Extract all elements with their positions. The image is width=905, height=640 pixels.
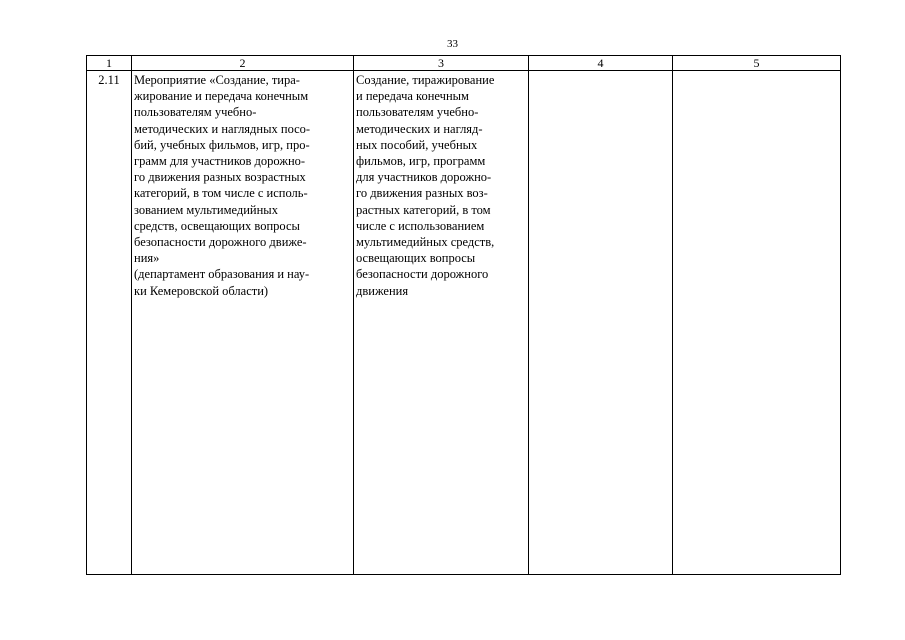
activity-line: методических и наглядных посо- — [134, 121, 311, 136]
empty-cell-column-5 — [673, 71, 841, 575]
content-line: Создание, тиражирование — [356, 73, 495, 87]
content-line: для участников дорожно- — [356, 170, 492, 185]
content-line: мультимедийных средств, — [356, 235, 495, 250]
activity-description-cell — [132, 71, 354, 575]
content-line: движения — [356, 283, 409, 298]
activity-line: категорий, в том числе с исполь- — [134, 186, 308, 201]
column-header-1: 1 — [87, 56, 132, 71]
content-line: безопасности дорожного — [356, 267, 489, 282]
column-header-2: 2 — [132, 56, 354, 71]
activity-content-cell — [354, 71, 529, 575]
content-line: фильмов, игр, программ — [356, 154, 486, 169]
content-line: растных категорий, в том — [356, 202, 491, 217]
content-line: числе с использованием — [356, 218, 485, 233]
activity-line: пользователям учебно- — [134, 105, 257, 120]
content-line: освещающих вопросы — [356, 251, 476, 266]
activity-line: (департамент образования и нау- — [134, 267, 310, 282]
activity-line: средств, освещающих вопросы — [134, 218, 300, 233]
activity-line: ки Кемеровской области) — [134, 283, 269, 298]
activity-line: жирование и передача конечным — [134, 89, 309, 104]
content-line: и передача конечным — [356, 89, 469, 104]
content-line: ных пособий, учебных — [356, 137, 478, 152]
activity-line: Мероприятие «Создание, тира- — [134, 73, 300, 87]
activity-line: го движения разных возрастных — [134, 170, 306, 185]
activity-line: грамм для участников дорожно- — [134, 154, 306, 169]
content-line: го движения разных воз- — [356, 186, 488, 201]
row-number: 2.11 — [87, 71, 132, 575]
content-line: пользователям учебно- — [356, 105, 479, 120]
table-header-row — [87, 56, 841, 71]
column-header-4: 4 — [529, 56, 673, 71]
column-header-5: 5 — [673, 56, 841, 71]
column-header-3: 3 — [354, 56, 529, 71]
table-row — [87, 71, 841, 575]
content-line: методических и нагляд- — [356, 121, 483, 136]
activity-line: ния» — [134, 251, 160, 266]
page-number: 33 — [447, 38, 458, 50]
activity-line: бий, учебных фильмов, игр, про- — [134, 137, 310, 152]
activity-line: зованием мультимедийных — [134, 202, 278, 217]
document-table — [86, 55, 841, 575]
activity-line: безопасности дорожного движе- — [134, 235, 307, 250]
empty-cell-column-4 — [529, 71, 673, 575]
